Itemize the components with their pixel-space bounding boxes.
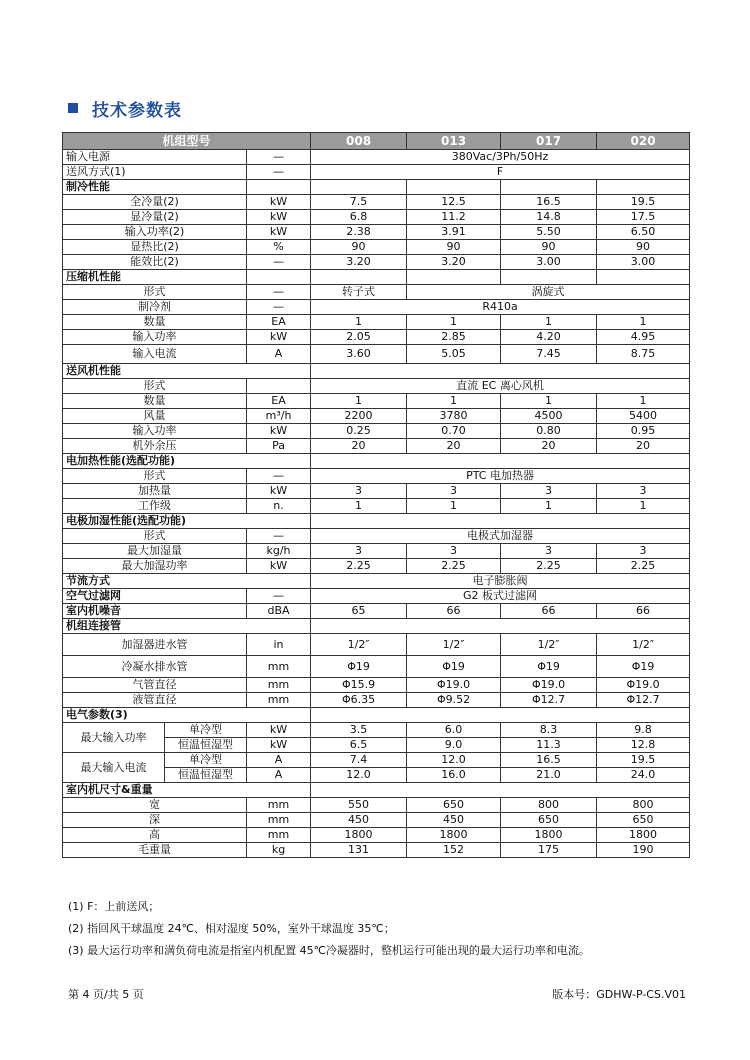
section-heater: [63, 454, 690, 469]
row-label: 液管直径: [63, 693, 247, 708]
empty-cell: [247, 270, 311, 285]
row-label: 最大输入电流: [63, 753, 165, 783]
row-label: 毛重量: [63, 843, 247, 858]
row-unit: —: [247, 589, 311, 604]
row-unit: kW: [247, 225, 311, 240]
row-value: 5400: [597, 409, 690, 424]
row-label: 数量: [63, 315, 247, 330]
footnote-1: (1) F：上前送风；: [68, 900, 160, 913]
row-label: 工作级: [63, 499, 247, 514]
row-label: 风量: [63, 409, 247, 424]
row-value: 16.5: [501, 195, 597, 210]
row-value: Φ19: [501, 656, 597, 678]
row-value: 550: [311, 798, 407, 813]
row-sublabel: 恒温恒湿型: [165, 768, 247, 783]
row-unit: n.: [247, 499, 311, 514]
row-value: 90: [501, 240, 597, 255]
row-value: 65: [311, 604, 407, 619]
row-value: Φ19: [597, 656, 690, 678]
row-value: 转子式: [311, 285, 407, 300]
row-compressor: [63, 315, 690, 330]
row-supply-mode: [63, 165, 690, 180]
row-value: 涡旋式: [407, 285, 690, 300]
row-value: Φ19.0: [501, 678, 597, 693]
section-title: 空气过滤网: [63, 589, 247, 604]
section-title: 室内机尺寸&重量: [63, 783, 311, 798]
row-value: 11.2: [407, 210, 501, 225]
row-value: 800: [501, 798, 597, 813]
row-label: 输入功率(2): [63, 225, 247, 240]
page-number: 第 4 页/共 5 页: [68, 988, 144, 1001]
row-sublabel: 单冷型: [165, 723, 247, 738]
row-pipe: [63, 656, 690, 678]
row-label: 显冷量(2): [63, 210, 247, 225]
row-label: 输入电流: [63, 345, 247, 364]
row-value: 131: [311, 843, 407, 858]
row-value: 1: [597, 394, 690, 409]
row-value: 19.5: [597, 195, 690, 210]
row-unit: m³/h: [247, 409, 311, 424]
empty-cell: [311, 514, 690, 529]
row-value: 3: [407, 484, 501, 499]
section-title: 电加热性能(选配功能): [63, 454, 311, 469]
row-value: 12.0: [311, 768, 407, 783]
row-unit: kg: [247, 843, 311, 858]
row-value: 3.60: [311, 345, 407, 364]
row-value: 4.95: [597, 330, 690, 345]
row-value: 650: [597, 813, 690, 828]
row-value: 2.85: [407, 330, 501, 345]
row-unit: kg/h: [247, 544, 311, 559]
section-compressor: [63, 270, 690, 285]
row-value: 90: [311, 240, 407, 255]
footnote-2: (2) 指回风干球温度 24℃、相对湿度 50%，室外干球温度 35℃；: [68, 922, 395, 935]
row-value: 2.25: [407, 559, 501, 574]
row-value: 17.5: [597, 210, 690, 225]
row-value: 14.8: [501, 210, 597, 225]
row-unit: —: [247, 255, 311, 270]
row-value: 2.25: [311, 559, 407, 574]
row-unit: mm: [247, 693, 311, 708]
row-value: F: [311, 165, 690, 180]
row-value: 1: [311, 499, 407, 514]
empty-cell: [311, 783, 690, 798]
header-model-020: 020: [597, 133, 690, 150]
row-cooling: [63, 255, 690, 270]
row-value: Φ19.0: [597, 678, 690, 693]
row-value: 0.70: [407, 424, 501, 439]
row-value: 11.3: [501, 738, 597, 753]
row-comp-refrigerant: [63, 300, 690, 315]
row-label: 输入功率: [63, 424, 247, 439]
row-label: 能效比(2): [63, 255, 247, 270]
row-value: 6.8: [311, 210, 407, 225]
empty-cell: [501, 270, 597, 285]
row-unit: mm: [247, 828, 311, 843]
row-value: 3780: [407, 409, 501, 424]
row-value: 20: [311, 439, 407, 454]
row-value: 24.0: [597, 768, 690, 783]
row-value: 1: [501, 499, 597, 514]
row-value: 450: [311, 813, 407, 828]
row-value: 12.8: [597, 738, 690, 753]
row-value: 3: [501, 544, 597, 559]
row-comp-form: [63, 285, 690, 300]
row-unit: kW: [247, 559, 311, 574]
row-value: 2.25: [597, 559, 690, 574]
row-value: 3.91: [407, 225, 501, 240]
row-value: 190: [597, 843, 690, 858]
row-value: Φ12.7: [597, 693, 690, 708]
row-unit: kW: [247, 484, 311, 499]
row-unit: dBA: [247, 604, 311, 619]
empty-cell: [311, 364, 690, 379]
row-value: Φ9.52: [407, 693, 501, 708]
row-noise: [63, 604, 690, 619]
row-label: 气管直径: [63, 678, 247, 693]
row-value: 20: [501, 439, 597, 454]
row-value: 16.0: [407, 768, 501, 783]
section-title: 机组连接管: [63, 619, 311, 634]
row-value: 650: [407, 798, 501, 813]
row-unit: —: [247, 285, 311, 300]
row-value: 9.8: [597, 723, 690, 738]
row-label: 数量: [63, 394, 247, 409]
row-value: 2200: [311, 409, 407, 424]
row-unit: [247, 379, 311, 394]
version-number: 版本号：GDHW-P-CS.V01: [552, 988, 686, 1001]
row-value: 0.95: [597, 424, 690, 439]
row-value: 1: [597, 315, 690, 330]
header-model-008: 008: [311, 133, 407, 150]
row-value: 1: [597, 499, 690, 514]
row-compressor: [63, 345, 690, 364]
row-value: 1: [407, 499, 501, 514]
row-value: 1800: [407, 828, 501, 843]
row-cooling: [63, 225, 690, 240]
header-model-label: 机组型号: [63, 133, 311, 150]
section-humidifier: [63, 514, 690, 529]
row-electrical: [63, 723, 690, 738]
row-value: 1800: [597, 828, 690, 843]
row-value: 3: [597, 544, 690, 559]
section-dimensions: [63, 783, 690, 798]
row-value: 电子膨胀阀: [311, 574, 690, 589]
empty-cell: [597, 270, 690, 285]
row-value: G2 板式过滤网: [311, 589, 690, 604]
row-value: 3: [407, 544, 501, 559]
row-unit: —: [247, 529, 311, 544]
row-value: 1/2″: [597, 634, 690, 656]
row-value: 3.5: [311, 723, 407, 738]
row-label: 形式: [63, 379, 247, 394]
row-label: 高: [63, 828, 247, 843]
row-value: 7.4: [311, 753, 407, 768]
row-value: 5.05: [407, 345, 501, 364]
row-value: 1: [501, 315, 597, 330]
row-value: 4.20: [501, 330, 597, 345]
row-value: Φ15.9: [311, 678, 407, 693]
row-value: 1800: [311, 828, 407, 843]
row-value: 12.5: [407, 195, 501, 210]
row-value: 0.80: [501, 424, 597, 439]
row-value: 152: [407, 843, 501, 858]
row-unit: kW: [247, 210, 311, 225]
row-label: 形式: [63, 285, 247, 300]
section-title: 电气参数(3): [63, 708, 311, 723]
footnotes: [68, 896, 590, 962]
row-value: Φ19: [407, 656, 501, 678]
section-title: 电极加湿性能(选配功能): [63, 514, 311, 529]
row-value: 3.00: [597, 255, 690, 270]
row-filter: [63, 589, 690, 604]
header-row: [63, 133, 690, 150]
row-value: R410a: [311, 300, 690, 315]
row-value: 450: [407, 813, 501, 828]
row-dimension: [63, 843, 690, 858]
row-dimension: [63, 828, 690, 843]
row-value: 800: [597, 798, 690, 813]
row-value: 16.5: [501, 753, 597, 768]
section-cooling: [63, 180, 690, 195]
row-value: 9.0: [407, 738, 501, 753]
row-unit: kW: [247, 330, 311, 345]
heading-square-icon: [68, 103, 78, 113]
row-unit: mm: [247, 813, 311, 828]
row-value: 1: [407, 394, 501, 409]
row-unit: A: [247, 345, 311, 364]
row-compressor: [63, 330, 690, 345]
row-unit: —: [247, 150, 311, 165]
row-value: 1/2″: [311, 634, 407, 656]
row-heat-form: [63, 469, 690, 484]
row-value: 19.5: [597, 753, 690, 768]
row-value: 2.25: [501, 559, 597, 574]
row-value: 90: [597, 240, 690, 255]
row-cooling: [63, 210, 690, 225]
empty-cell: [311, 708, 690, 723]
row-value: 66: [597, 604, 690, 619]
row-unit: mm: [247, 656, 311, 678]
row-label: 输入电源: [63, 150, 247, 165]
row-value: 4500: [501, 409, 597, 424]
row-value: 8.75: [597, 345, 690, 364]
footnote-3: (3) 最大运行功率和满负荷电流是指室内机配置 45℃冷凝器时，整机运行可能出现的最大运行功率和电流。: [68, 944, 590, 957]
row-unit: kW: [247, 195, 311, 210]
section-fan: [63, 364, 690, 379]
row-value: 12.0: [407, 753, 501, 768]
row-unit: EA: [247, 315, 311, 330]
row-value: 6.0: [407, 723, 501, 738]
heading-text: 技术参数表: [92, 100, 182, 121]
header-model-017: 017: [501, 133, 597, 150]
row-unit: —: [247, 165, 311, 180]
row-value: 1/2″: [407, 634, 501, 656]
row-label: 显热比(2): [63, 240, 247, 255]
row-unit: Pa: [247, 439, 311, 454]
row-dimension: [63, 798, 690, 813]
row-value: 1: [311, 394, 407, 409]
row-unit: mm: [247, 798, 311, 813]
row-value: 21.0: [501, 768, 597, 783]
row-value: 3: [501, 484, 597, 499]
row-unit: kW: [247, 723, 311, 738]
row-value: 380Vac/3Ph/50Hz: [311, 150, 690, 165]
row-label: 宽: [63, 798, 247, 813]
row-value: 90: [407, 240, 501, 255]
row-label: 冷凝水排水管: [63, 656, 247, 678]
row-hum-form: [63, 529, 690, 544]
row-unit: in: [247, 634, 311, 656]
row-humidifier: [63, 559, 690, 574]
row-fan-form: [63, 379, 690, 394]
spec-table: [62, 132, 690, 858]
empty-cell: [311, 454, 690, 469]
row-value: 1: [501, 394, 597, 409]
section-title: 制冷性能: [63, 180, 247, 195]
row-value: 20: [597, 439, 690, 454]
row-cooling: [63, 195, 690, 210]
row-unit: A: [247, 768, 311, 783]
row-value: 1: [407, 315, 501, 330]
row-label: 送风方式(1): [63, 165, 247, 180]
row-label: 加湿器进水管: [63, 634, 247, 656]
row-value: 3.00: [501, 255, 597, 270]
section-pipes: [63, 619, 690, 634]
section-title: 压缩机性能: [63, 270, 247, 285]
row-fan: [63, 409, 690, 424]
section-electrical: [63, 708, 690, 723]
row-value: 3.20: [407, 255, 501, 270]
row-unit: A: [247, 753, 311, 768]
row-value: 650: [501, 813, 597, 828]
row-value: 175: [501, 843, 597, 858]
row-value: 7.5: [311, 195, 407, 210]
header-model-013: 013: [407, 133, 501, 150]
row-label: 最大加湿功率: [63, 559, 247, 574]
section-heading: [68, 96, 182, 120]
row-label: 最大输入功率: [63, 723, 165, 753]
row-value: 直流 EC 离心风机: [311, 379, 690, 394]
row-fan: [63, 439, 690, 454]
section-title: 室内机噪音: [63, 604, 247, 619]
row-value: 1/2″: [501, 634, 597, 656]
row-humidifier: [63, 544, 690, 559]
row-label: 全冷量(2): [63, 195, 247, 210]
row-value: 0.25: [311, 424, 407, 439]
row-value: Φ12.7: [501, 693, 597, 708]
row-unit: kW: [247, 738, 311, 753]
row-pipe: [63, 678, 690, 693]
row-value: 8.3: [501, 723, 597, 738]
row-value: 3: [597, 484, 690, 499]
row-value: 66: [407, 604, 501, 619]
row-heater: [63, 499, 690, 514]
row-power-supply: [63, 150, 690, 165]
row-unit: mm: [247, 678, 311, 693]
section-title: 送风机性能: [63, 364, 311, 379]
empty-cell: [311, 270, 407, 285]
row-value: 3: [311, 484, 407, 499]
row-unit: —: [247, 300, 311, 315]
row-pipe: [63, 693, 690, 708]
row-unit: —: [247, 469, 311, 484]
row-unit: EA: [247, 394, 311, 409]
empty-cell: [311, 619, 690, 634]
row-label: 深: [63, 813, 247, 828]
row-value: 3: [311, 544, 407, 559]
row-value: 1800: [501, 828, 597, 843]
row-value: 5.50: [501, 225, 597, 240]
empty-cell: [407, 270, 501, 285]
row-heater: [63, 484, 690, 499]
row-value: 6.5: [311, 738, 407, 753]
row-label: 形式: [63, 469, 247, 484]
row-value: 7.45: [501, 345, 597, 364]
row-label: 最大加湿量: [63, 544, 247, 559]
section-title: 节流方式: [63, 574, 311, 589]
row-label: 机外余压: [63, 439, 247, 454]
row-value: 20: [407, 439, 501, 454]
row-value: 2.05: [311, 330, 407, 345]
row-value: Φ19.0: [407, 678, 501, 693]
row-fan: [63, 424, 690, 439]
row-cooling: [63, 240, 690, 255]
row-value: 2.38: [311, 225, 407, 240]
row-sublabel: 单冷型: [165, 753, 247, 768]
row-dimension: [63, 813, 690, 828]
row-value: 电极式加湿器: [311, 529, 690, 544]
row-throttle: [63, 574, 690, 589]
row-value: Φ6.35: [311, 693, 407, 708]
row-unit: %: [247, 240, 311, 255]
row-fan: [63, 394, 690, 409]
row-value: PTC 电加热器: [311, 469, 690, 484]
row-value: 6.50: [597, 225, 690, 240]
row-label: 加热量: [63, 484, 247, 499]
row-value: Φ19: [311, 656, 407, 678]
row-sublabel: 恒温恒湿型: [165, 738, 247, 753]
row-value: 1: [311, 315, 407, 330]
row-unit: kW: [247, 424, 311, 439]
row-value: 3.20: [311, 255, 407, 270]
row-label: 制冷剂: [63, 300, 247, 315]
row-electrical: [63, 753, 690, 768]
row-pipe: [63, 634, 690, 656]
row-value: 66: [501, 604, 597, 619]
row-label: 输入功率: [63, 330, 247, 345]
row-label: 形式: [63, 529, 247, 544]
